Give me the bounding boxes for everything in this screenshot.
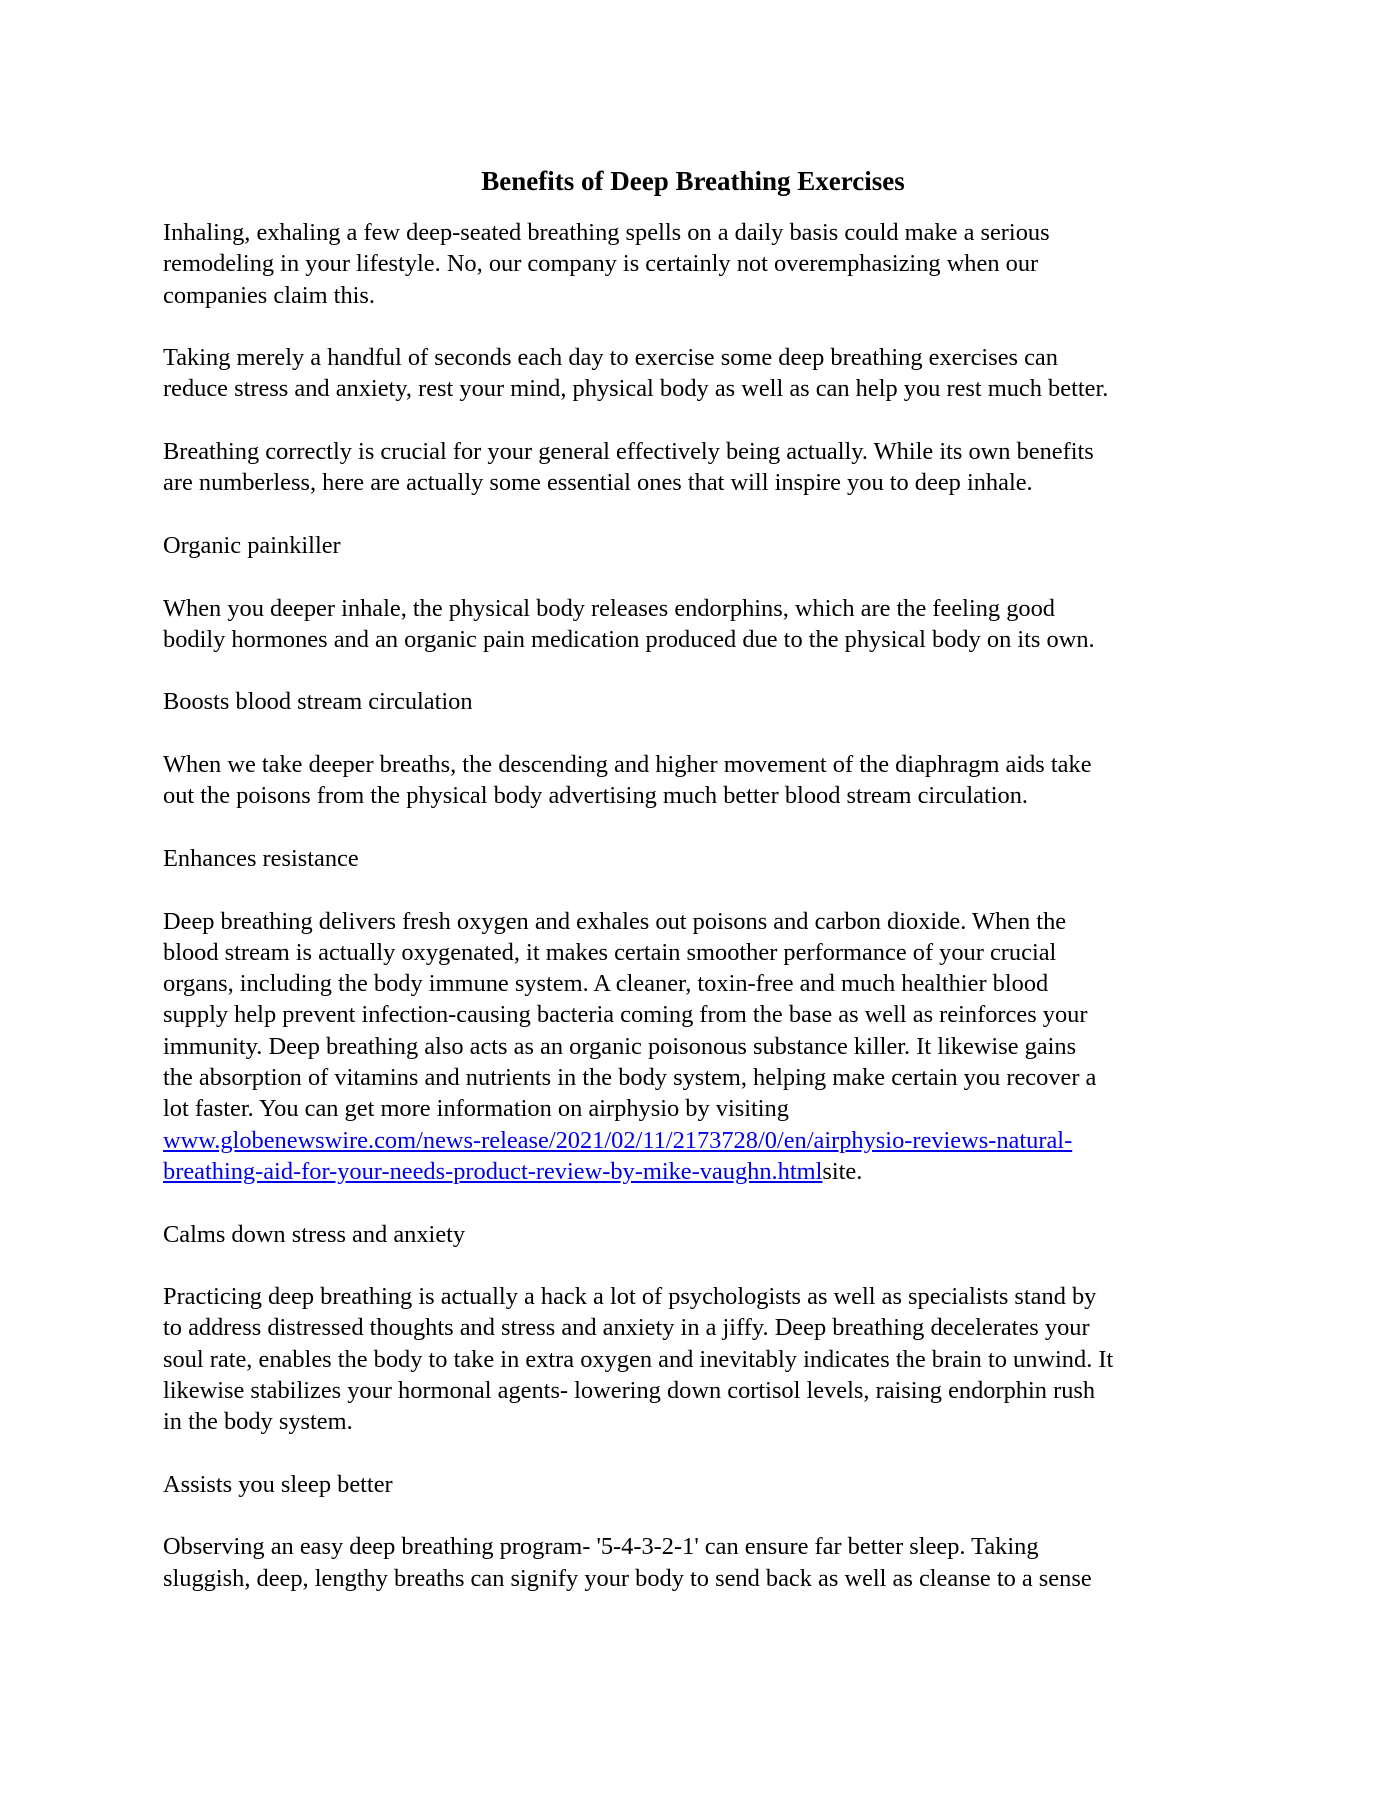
globenewswire-link[interactable]: breathing-aid-for-your-needs-product-review-by-mike-vaughn.html	[163, 1157, 823, 1185]
text-line: When you deeper inhale, the physical body releases endorphins, which are the feeling good	[163, 594, 1055, 622]
text-line: soul rate, enables the body to take in extra oxygen and inevitably indicates the brain to unwind. It	[163, 1345, 1114, 1373]
text-line: bodily hormones and an organic pain medication produced due to the physical body on its own.	[163, 625, 1095, 653]
document-page	[163, 165, 1243, 1625]
text-line: are numberless, here are actually some essential ones that will inspire you to deep inhale.	[163, 469, 1033, 497]
section-heading	[163, 1469, 1243, 1500]
paragraph	[163, 1531, 1243, 1594]
text-line	[163, 1156, 1243, 1187]
text-line: reduce stress and anxiety, rest your mind, physical body as well as can help you rest much better.	[163, 375, 1109, 403]
text-line: Practicing deep breathing is actually a hack a lot of psychologists as well as specialists stand by	[163, 1283, 1097, 1311]
text-line: immunity. Deep breathing also acts as an organic poisonous substance killer. It likewise gains	[163, 1032, 1077, 1060]
document-title: Benefits of Deep Breathing Exercises	[481, 166, 905, 196]
text-line: supply help prevent infection-causing bacteria coming from the base as well as reinforces your	[163, 1001, 1088, 1029]
section-heading	[163, 1219, 1243, 1250]
document-body	[163, 217, 1243, 1594]
text-line: Enhances resistance	[163, 844, 359, 872]
section-heading	[163, 530, 1243, 561]
text-line: the absorption of vitamins and nutrients in the body system, helping make certain you recover a	[163, 1064, 1097, 1092]
globenewswire-link[interactable]: www.globenewswire.com/news-release/2021/02/11/2173728/0/en/airphysio-reviews-natural-	[163, 1126, 1073, 1154]
text-line: remodeling in your lifestyle. No, our company is certainly not overemphasizing when our	[163, 250, 1039, 278]
text-line: Deep breathing delivers fresh oxygen and exhales out poisons and carbon dioxide. When the	[163, 907, 1067, 935]
text-line: companies claim this.	[163, 281, 376, 309]
text-line: Assists you sleep better	[163, 1470, 393, 1498]
text-line: blood stream is actually oxygenated, it makes certain smoother performance of your crucial	[163, 938, 1057, 966]
section-heading	[163, 843, 1243, 874]
paragraph	[163, 217, 1243, 311]
link-suffix-text: site.	[822, 1157, 863, 1185]
paragraph	[163, 436, 1243, 499]
text-line: organs, including the body immune system. A cleaner, toxin-free and much healthier blood	[163, 970, 1049, 998]
text-line: Inhaling, exhaling a few deep-seated breathing spells on a daily basis could make a serious	[163, 219, 1050, 246]
paragraph	[163, 342, 1243, 405]
text-line: When we take deeper breaths, the descending and higher movement of the diaphragm aids take	[163, 751, 1092, 779]
paragraph	[163, 1281, 1243, 1437]
paragraph	[163, 906, 1243, 1188]
text-line: Taking merely a handful of seconds each day to exercise some deep breathing exercises can	[163, 344, 1058, 372]
text-line: Boosts blood stream circulation	[163, 688, 473, 716]
section-heading	[163, 686, 1243, 717]
text-line: likewise stabilizes your hormonal agents- lowering down cortisol levels, raising endorphin rush	[163, 1376, 1096, 1404]
text-line: Breathing correctly is crucial for your general effectively being actually. While its own benefits	[163, 438, 1094, 466]
text-line: Observing an easy deep breathing program- '5-4-3-2-1' can ensure far better sleep. Taking	[163, 1533, 1039, 1561]
text-line	[163, 1125, 1243, 1156]
text-line: to address distressed thoughts and stress and anxiety in a jiffy. Deep breathing decelerates your	[163, 1314, 1090, 1342]
text-line: sluggish, deep, lengthy breaths can signify your body to send back as well as cleanse to a sense	[163, 1564, 1092, 1592]
text-line: lot faster. You can get more information on airphysio by visiting	[163, 1095, 789, 1123]
paragraph	[163, 749, 1243, 812]
paragraph	[163, 593, 1243, 656]
text-line: out the poisons from the physical body advertising much better blood stream circulation.	[163, 782, 1028, 810]
text-line: Organic painkiller	[163, 531, 341, 559]
text-line: Calms down stress and anxiety	[163, 1220, 466, 1248]
text-line: in the body system.	[163, 1408, 353, 1436]
